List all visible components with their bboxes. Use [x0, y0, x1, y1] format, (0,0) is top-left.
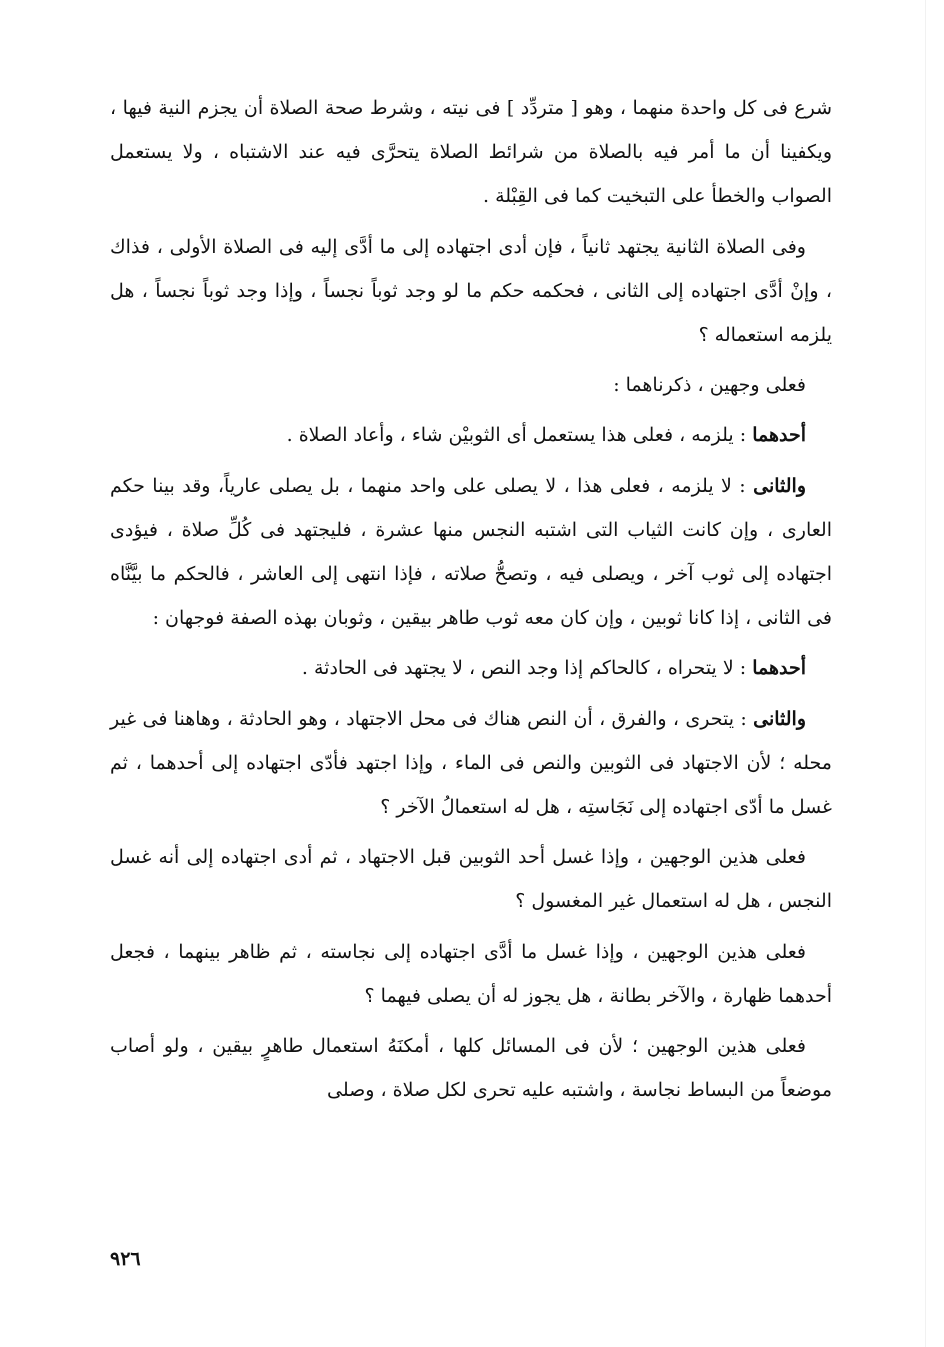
paragraph-text: فعلى هذين الوجهين ، وإذا غسل أحد الثوبين قبل الاجتهاد ، ثم أدى اجتهاده إلى أنه غسل النجس ، هل له استعمال غير المغسول ؟ — [110, 846, 832, 913]
paragraph — [110, 646, 832, 690]
paragraph — [110, 930, 832, 1018]
paragraph-text: وفى الصلاة الثانية يجتهد ثانياً ، فإن أدى اجتهاده إلى ما أدَّى إليه فى الصلاة الأولى ، فذاك ، وإنْ أدَّى اجتهاده إلى الثانى ، فحكمه حكم ما لو وجد ثوباً نجساً ، وإذا وجد ثوباً نجساً ، هل يلزمه استعماله ؟ — [110, 235, 832, 347]
paragraph — [110, 413, 832, 457]
paragraph-lead: أحدهما — [752, 424, 806, 447]
paragraph-text: : يتحرى ، والفرق ، أن النص هناك فى محل الاجتهاد ، وهو الحادثة ، وهاهنا فى غير محله ؛ لأن الاجتهاد فى الثوبين والنص فى الماء ، وإذا اجتهد فأدّى اجتهاده إلى أحدهما ، ثم غسل ما أدّى اجتهاده إلى نَجَاستِه ، هل له استعمالُ الآخر ؟ — [110, 707, 832, 819]
paragraph-lead: أحدهما — [752, 657, 806, 680]
paragraph-text: : لا يلزمه ، فعلى هذا ، لا يصلى على واحد منهما ، بل يصلى عارياً، وقد بينا حكم العارى ، وإن كانت الثياب التى اشتبه النجس منها عشرة ، فليجتهد فى كُلِّ صلاة ، فيؤدى اجتهاده إلى ثوب آخر ، ويصلى فيه ، وتصحُّ صلاته ، فإذا انتهى إلى العاشر ، فالحكم ما بيَّنَّاه فى الثانى ، إذا كانا ثوبين ، وإن كان معه ثوب طاهر بيقين ، وثوبان بهذه الصفة فوجهان : — [110, 474, 832, 630]
paragraph — [110, 363, 832, 407]
paragraph — [110, 835, 832, 923]
paragraph — [110, 86, 832, 219]
paragraph-text: : يلزمه ، فعلى هذا يستعمل أى الثوبيْن شاء ، وأعاد الصلاة . — [286, 424, 753, 447]
paragraph-lead: والثانى — [753, 474, 806, 497]
scan-margin-line — [925, 0, 926, 1347]
paragraph-text: فعلى هذين الوجهين ، وإذا غسل ما أدَّى اجتهاده إلى نجاسته ، ثم ظاهر بينهما ، فجعل أحدهما ظهارة ، والآخر بطانة ، هل يجوز له أن يصلى فيهما ؟ — [110, 940, 832, 1007]
paragraph — [110, 697, 832, 830]
paragraph-text: : لا يتحراه ، كالحاكم إذا وجد النص ، لا يجتهد فى الحادثة . — [301, 657, 753, 680]
paragraph-text: فعلى وجهين ، ذكرناهما : — [613, 374, 806, 397]
paragraph — [110, 1024, 832, 1112]
paragraph-text: شرع فى كل واحدة منهما ، وهو [ متردِّد ] فى نيته ، وشرط صحة الصلاة أن يجزم النية فيها ، ويكفينا أن ما أمر فيه بالصلاة من شرائط الصلاة يتحرَّى فيه عند الاشتباه ، ولا يستعمل الصواب والخطأ على التبخيت كما فى القِبْلة . — [110, 97, 832, 208]
paragraph — [110, 225, 832, 358]
paragraph-text: فعلى هذين الوجهين ؛ لأن فى المسائل كلها ، أمكنَهُ استعمال طاهرٍ بيقين ، ولو أصاب موضعاً من البساط نجاسة ، واشتبه عليه تحرى لكل صلاة ، وصلى — [110, 1035, 832, 1102]
page-number: ٩٢٦ — [110, 1248, 141, 1270]
paragraph — [110, 464, 832, 641]
body-text — [110, 86, 832, 1118]
paragraph-lead: والثانى — [753, 707, 806, 730]
